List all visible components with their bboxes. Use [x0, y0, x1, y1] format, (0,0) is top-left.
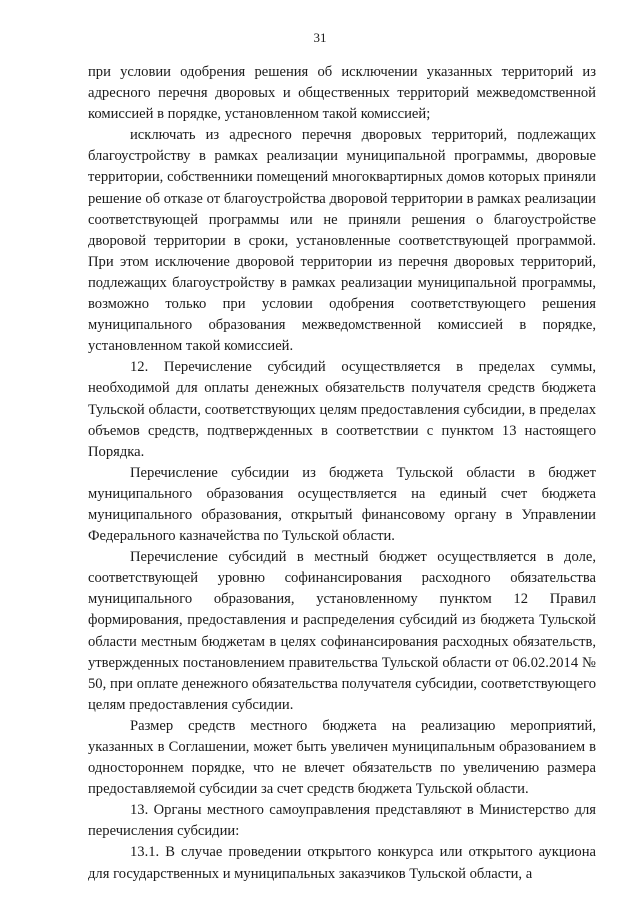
paragraph-3: 12. Перечисление субсидий осуществляется в пределах суммы, необходимой для оплаты денежных обязательств получателя средств бюджета Тульской области, соответствующих целям предоставления субсидии, в пределах объемов средств, подтвержденных в соответствии с пунктом 13 настоящего Порядка.	[88, 359, 596, 460]
paragraph-2: исключать из адресного перечня дворовых территорий, подлежащих благоустройству в рамках реализации муниципальной программы, дворовые территории, собственники помещений многоквартирных домов которых приняли решение об отказе от благоустройства дворовой территории в рамках реализации соответствующей программы или не приняли решения о благоустройстве дворовой территории в сроки, установленные соответствующей программой. При этом исключение дворовой территории из перечня дворовых территорий, подлежащих благоустройству в рамках реализации муниципальной программы, возможно только при условии одобрения соответствующего решения муниципального образования межведомственной комиссией в порядке, установленном такой комиссией.	[88, 127, 596, 355]
page-number: 31	[313, 30, 327, 45]
paragraph-8: 13.1. В случае проведении открытого конкурса или открытого аукциона для государственных и муниципальных заказчиков Тульской области, а	[88, 844, 596, 882]
paragraph-1: при условии одобрения решения об исключении указанных территорий из адресного перечня дворовых и общественных территорий межведомственной комиссией в порядке, установленном такой комиссией;	[88, 64, 596, 123]
paragraph-7: 13. Органы местного самоуправления представляют в Министерство для перечисления субсидии:	[88, 802, 596, 840]
document-body	[88, 62, 596, 885]
paragraph-6: Размер средств местного бюджета на реализацию мероприятий, указанных в Соглашении, может быть увеличен муниципальным образованием в одностороннем порядке, что не влечет обязательств по увеличению размера предоставляемой субсидии за счет средств бюджета Тульской области.	[88, 717, 596, 798]
paragraph-5: Перечисление субсидий в местный бюджет осуществляется в доле, соответствующей уровню софинансирования расходного обязательства муниципального образования, установленному пунктом 12 Правил формирования, предоставления и распределения субсидий из бюджета Тульской области местным бюджетам в целях софинансирования расходных обязательств, утвержденных постановлением правительства Тульской области от 06.02.2014 № 50, при оплате денежного обязательства получателя субсидии, соответствующего целям предоставления субсидии.	[88, 549, 596, 713]
paragraph-4: Перечисление субсидии из бюджета Тульской области в бюджет муниципального образования осуществляется на единый счет бюджета муниципального образования, открытый финансовому органу в Управлении Федерального казначейства по Тульской области.	[88, 464, 596, 545]
